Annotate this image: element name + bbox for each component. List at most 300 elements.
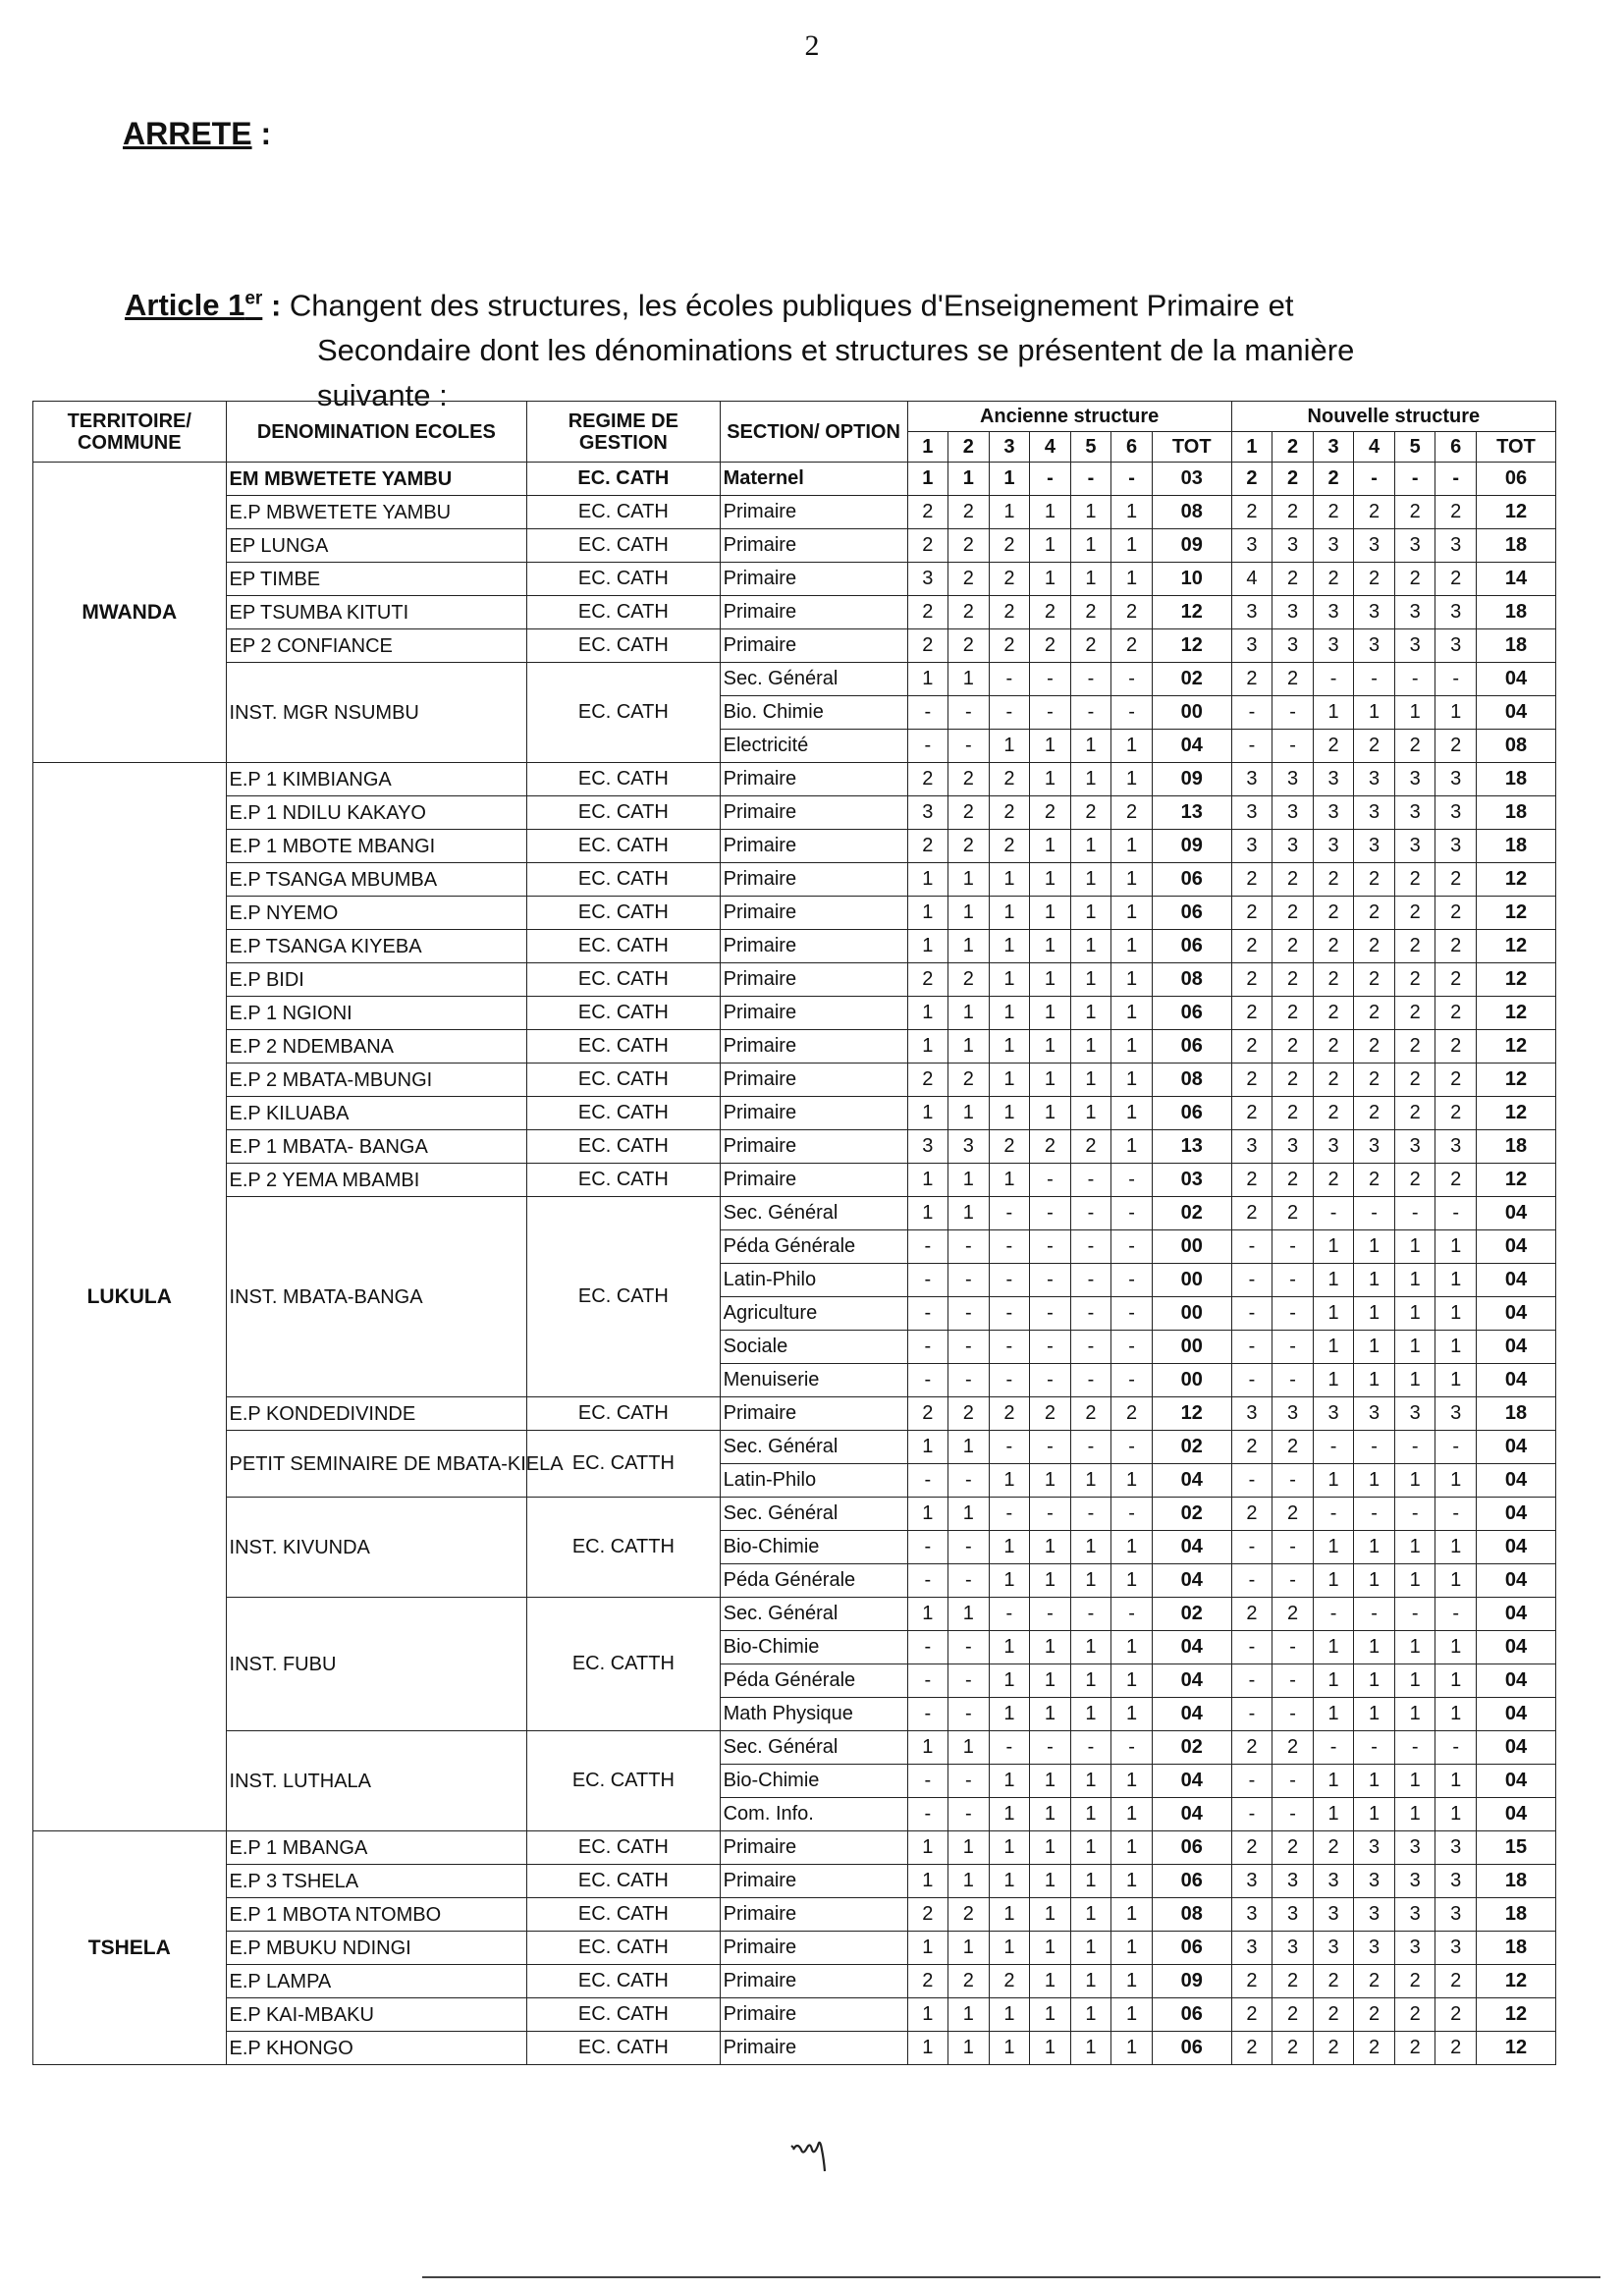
class-old-cell: - xyxy=(1111,463,1153,496)
section-cell: Primaire xyxy=(720,796,907,830)
class-new-cell: 3 xyxy=(1394,1898,1435,1932)
class-old-cell: 1 xyxy=(1111,1564,1153,1598)
class-new-cell: 3 xyxy=(1231,796,1272,830)
class-old-cell: 1 xyxy=(1070,1664,1111,1698)
class-new-cell: 1 xyxy=(1313,1331,1354,1364)
class-old-cell: 1 xyxy=(948,1998,990,2032)
class-new-cell: 2 xyxy=(1313,1965,1354,1998)
class-old-cell: 1 xyxy=(1070,730,1111,763)
class-new-cell: 2 xyxy=(1231,897,1272,930)
class-old-cell: - xyxy=(989,1331,1030,1364)
class-new-cell: - xyxy=(1354,1498,1395,1531)
class-old-cell: - xyxy=(948,1531,990,1564)
table-row xyxy=(33,463,1556,496)
class-new-cell: 2 xyxy=(1231,1731,1272,1765)
subheader-nouvelle-1: 2 xyxy=(1272,432,1314,463)
class-new-cell: 2 xyxy=(1435,1965,1477,1998)
class-new-cell: 2 xyxy=(1435,963,1477,997)
total-old-cell: 12 xyxy=(1152,629,1231,663)
class-old-cell: 1 xyxy=(907,1731,948,1765)
school-name-cell: E.P NYEMO xyxy=(226,897,527,930)
header-ancienne: Ancienne structure xyxy=(907,402,1231,432)
class-old-cell: 1 xyxy=(1030,897,1071,930)
class-old-cell: 1 xyxy=(1030,529,1071,563)
class-new-cell: 3 xyxy=(1394,596,1435,629)
total-old-cell: 04 xyxy=(1152,730,1231,763)
class-old-cell: 1 xyxy=(948,463,990,496)
class-new-cell: 2 xyxy=(1354,1965,1395,1998)
class-new-cell: - xyxy=(1354,663,1395,696)
section-cell: Péda Générale xyxy=(720,1664,907,1698)
class-old-cell: 1 xyxy=(1111,930,1153,963)
class-old-cell: 1 xyxy=(1070,1631,1111,1664)
total-new-cell: 04 xyxy=(1476,1564,1555,1598)
class-old-cell: 3 xyxy=(907,796,948,830)
section-cell: Primaire xyxy=(720,1397,907,1431)
class-old-cell: - xyxy=(1070,463,1111,496)
class-new-cell: - xyxy=(1272,1264,1314,1297)
class-new-cell: 3 xyxy=(1354,1831,1395,1865)
article-line3: suivante : xyxy=(317,378,448,413)
class-new-cell: - xyxy=(1394,1731,1435,1765)
class-new-cell: - xyxy=(1272,1798,1314,1831)
class-new-cell: 2 xyxy=(1313,897,1354,930)
subheader-nouvelle-6: TOT xyxy=(1476,432,1555,463)
class-new-cell: 2 xyxy=(1313,863,1354,897)
class-new-cell: 3 xyxy=(1231,596,1272,629)
regime-cell: EC. CATH xyxy=(527,1097,721,1130)
class-old-cell: 1 xyxy=(989,730,1030,763)
class-old-cell: 2 xyxy=(989,796,1030,830)
regime-cell: EC. CATH xyxy=(527,930,721,963)
article-colon: : xyxy=(270,288,282,323)
regime-cell: EC. CATH xyxy=(527,1898,721,1932)
class-old-cell: - xyxy=(1111,1364,1153,1397)
class-old-cell: 1 xyxy=(1070,1698,1111,1731)
header-section: SECTION/ OPTION xyxy=(720,402,907,463)
school-name-cell: E.P TSANGA MBUMBA xyxy=(226,863,527,897)
class-old-cell: 1 xyxy=(907,663,948,696)
regime-cell: EC. CATH xyxy=(527,763,721,796)
total-old-cell: 02 xyxy=(1152,1498,1231,1531)
regime-cell: EC. CATTH xyxy=(527,1431,721,1498)
class-new-cell: - xyxy=(1231,1631,1272,1664)
class-old-cell: 1 xyxy=(1030,2032,1071,2065)
total-new-cell: 12 xyxy=(1476,1097,1555,1130)
total-new-cell: 04 xyxy=(1476,1464,1555,1498)
class-old-cell: 1 xyxy=(907,1932,948,1965)
class-new-cell: 1 xyxy=(1354,1765,1395,1798)
section-cell: Bio-Chimie xyxy=(720,1531,907,1564)
class-old-cell: 1 xyxy=(989,1831,1030,1865)
class-old-cell: 1 xyxy=(1070,1564,1111,1598)
class-new-cell: - xyxy=(1435,1197,1477,1230)
total-new-cell: 18 xyxy=(1476,796,1555,830)
class-new-cell: 3 xyxy=(1394,1831,1435,1865)
class-new-cell: 2 xyxy=(1394,2032,1435,2065)
class-new-cell: 1 xyxy=(1354,1297,1395,1331)
class-old-cell: 2 xyxy=(989,563,1030,596)
school-name-cell: E.P LAMPA xyxy=(226,1965,527,1998)
total-old-cell: 09 xyxy=(1152,763,1231,796)
total-old-cell: 13 xyxy=(1152,1130,1231,1164)
class-old-cell: 1 xyxy=(907,930,948,963)
subheader-ancienne-3: 4 xyxy=(1030,432,1071,463)
class-new-cell: 2 xyxy=(1394,1998,1435,2032)
regime-cell: EC. CATTH xyxy=(527,1731,721,1831)
total-old-cell: 04 xyxy=(1152,1564,1231,1598)
class-new-cell: 2 xyxy=(1394,897,1435,930)
class-old-cell: 1 xyxy=(907,1431,948,1464)
class-old-cell: 1 xyxy=(1070,1998,1111,2032)
territory-cell: TSHELA xyxy=(33,1831,227,2065)
class-old-cell: 2 xyxy=(907,496,948,529)
class-old-cell: 1 xyxy=(907,1598,948,1631)
table-row xyxy=(33,2032,1556,2065)
section-cell: Péda Générale xyxy=(720,1564,907,1598)
class-old-cell: 2 xyxy=(989,629,1030,663)
class-new-cell: 2 xyxy=(1435,563,1477,596)
class-new-cell: - xyxy=(1435,1598,1477,1631)
regime-cell: EC. CATH xyxy=(527,1197,721,1397)
section-cell: Latin-Philo xyxy=(720,1464,907,1498)
total-old-cell: 09 xyxy=(1152,529,1231,563)
class-old-cell: - xyxy=(948,1798,990,1831)
class-new-cell: 2 xyxy=(1231,1998,1272,2032)
class-new-cell: 3 xyxy=(1354,629,1395,663)
class-old-cell: 3 xyxy=(948,1130,990,1164)
class-old-cell: 2 xyxy=(907,629,948,663)
class-new-cell: - xyxy=(1313,1498,1354,1531)
section-cell: Primaire xyxy=(720,1030,907,1064)
class-old-cell: - xyxy=(1070,663,1111,696)
class-new-cell: 3 xyxy=(1354,1865,1395,1898)
class-old-cell: - xyxy=(1030,1264,1071,1297)
class-new-cell: - xyxy=(1231,1698,1272,1731)
section-cell: Primaire xyxy=(720,563,907,596)
class-old-cell: 1 xyxy=(948,1164,990,1197)
regime-cell: EC. CATH xyxy=(527,529,721,563)
class-new-cell: 2 xyxy=(1272,1498,1314,1531)
class-new-cell: - xyxy=(1231,1464,1272,1498)
class-old-cell: - xyxy=(1030,1230,1071,1264)
class-old-cell: 1 xyxy=(989,1932,1030,1965)
total-old-cell: 06 xyxy=(1152,997,1231,1030)
page-number: 2 xyxy=(804,29,820,62)
class-new-cell: 3 xyxy=(1435,596,1477,629)
class-old-cell: 1 xyxy=(948,2032,990,2065)
table-row xyxy=(33,1164,1556,1197)
class-new-cell: 3 xyxy=(1272,1397,1314,1431)
class-old-cell: 1 xyxy=(1070,1898,1111,1932)
section-cell: Sociale xyxy=(720,1331,907,1364)
class-new-cell: 4 xyxy=(1231,563,1272,596)
class-new-cell: 3 xyxy=(1394,1865,1435,1898)
total-new-cell: 18 xyxy=(1476,830,1555,863)
class-new-cell: 1 xyxy=(1313,1765,1354,1798)
total-new-cell: 04 xyxy=(1476,1531,1555,1564)
class-new-cell: 3 xyxy=(1435,529,1477,563)
class-new-cell: - xyxy=(1394,1498,1435,1531)
class-old-cell: 1 xyxy=(1070,997,1111,1030)
class-old-cell: - xyxy=(907,696,948,730)
class-old-cell: 2 xyxy=(1030,1397,1071,1431)
total-old-cell: 06 xyxy=(1152,2032,1231,2065)
class-new-cell: - xyxy=(1231,1531,1272,1564)
class-old-cell: - xyxy=(989,1498,1030,1531)
class-new-cell: 2 xyxy=(1354,930,1395,963)
class-new-cell: 1 xyxy=(1435,1531,1477,1564)
table-row xyxy=(33,1898,1556,1932)
class-new-cell: 2 xyxy=(1231,1197,1272,1230)
class-old-cell: - xyxy=(1030,1598,1071,1631)
signature-mark xyxy=(785,2116,844,2175)
class-new-cell: - xyxy=(1394,1598,1435,1631)
table-row xyxy=(33,1831,1556,1865)
class-new-cell: 1 xyxy=(1354,1264,1395,1297)
table-row xyxy=(33,1097,1556,1130)
total-old-cell: 06 xyxy=(1152,863,1231,897)
class-new-cell: - xyxy=(1354,1197,1395,1230)
total-new-cell: 04 xyxy=(1476,1230,1555,1264)
table-row xyxy=(33,1030,1556,1064)
total-new-cell: 04 xyxy=(1476,1798,1555,1831)
section-cell: Primaire xyxy=(720,629,907,663)
section-cell: Bio. Chimie xyxy=(720,696,907,730)
subheader-nouvelle-5: 6 xyxy=(1435,432,1477,463)
class-new-cell: 3 xyxy=(1394,796,1435,830)
class-new-cell: - xyxy=(1313,1431,1354,1464)
school-name-cell: INST. KIVUNDA xyxy=(226,1498,527,1598)
class-old-cell: - xyxy=(1030,1731,1071,1765)
class-old-cell: 1 xyxy=(989,1998,1030,2032)
class-old-cell: - xyxy=(1070,1264,1111,1297)
class-new-cell: 1 xyxy=(1354,1531,1395,1564)
class-new-cell: 2 xyxy=(1354,1164,1395,1197)
class-new-cell: 3 xyxy=(1354,1130,1395,1164)
section-cell: Primaire xyxy=(720,1998,907,2032)
class-old-cell: 1 xyxy=(1030,1564,1071,1598)
class-new-cell: 3 xyxy=(1354,529,1395,563)
class-new-cell: 1 xyxy=(1354,1798,1395,1831)
class-old-cell: - xyxy=(907,730,948,763)
class-new-cell: 1 xyxy=(1354,1464,1395,1498)
table-row xyxy=(33,1998,1556,2032)
heading xyxy=(123,116,271,152)
class-old-cell: - xyxy=(907,1297,948,1331)
class-new-cell: 2 xyxy=(1272,1731,1314,1765)
total-new-cell: 06 xyxy=(1476,463,1555,496)
class-old-cell: 2 xyxy=(948,796,990,830)
school-name-cell: EM MBWETETE YAMBU xyxy=(226,463,527,496)
total-old-cell: 06 xyxy=(1152,930,1231,963)
class-old-cell: 1 xyxy=(907,2032,948,2065)
class-new-cell: - xyxy=(1313,1197,1354,1230)
table-row xyxy=(33,596,1556,629)
class-new-cell: 1 xyxy=(1435,1331,1477,1364)
class-new-cell: 2 xyxy=(1272,1030,1314,1064)
subheader-ancienne-4: 5 xyxy=(1070,432,1111,463)
class-new-cell: 2 xyxy=(1272,863,1314,897)
class-new-cell: 1 xyxy=(1435,1631,1477,1664)
class-old-cell: 1 xyxy=(907,897,948,930)
class-old-cell: 1 xyxy=(1070,1865,1111,1898)
total-old-cell: 00 xyxy=(1152,1331,1231,1364)
class-old-cell: - xyxy=(907,1564,948,1598)
class-new-cell: 1 xyxy=(1394,1765,1435,1798)
school-name-cell: E.P 1 MBATA- BANGA xyxy=(226,1130,527,1164)
class-new-cell: 2 xyxy=(1394,930,1435,963)
class-old-cell: 1 xyxy=(1030,1464,1071,1498)
class-new-cell: 2 xyxy=(1231,463,1272,496)
class-old-cell: 2 xyxy=(1070,1130,1111,1164)
total-new-cell: 12 xyxy=(1476,930,1555,963)
class-old-cell: - xyxy=(989,1364,1030,1397)
class-new-cell: - xyxy=(1272,1631,1314,1664)
class-old-cell: - xyxy=(1111,1164,1153,1197)
class-new-cell: 3 xyxy=(1313,629,1354,663)
subheader-ancienne-5: 6 xyxy=(1111,432,1153,463)
class-old-cell: - xyxy=(907,1331,948,1364)
class-new-cell: - xyxy=(1231,1664,1272,1698)
class-new-cell: 2 xyxy=(1435,997,1477,1030)
class-old-cell: - xyxy=(989,1598,1030,1631)
regime-cell: EC. CATH xyxy=(527,897,721,930)
class-new-cell: - xyxy=(1231,1331,1272,1364)
class-old-cell: 1 xyxy=(1030,1865,1071,1898)
header-nouvelle: Nouvelle structure xyxy=(1231,402,1555,432)
subheader-nouvelle-2: 3 xyxy=(1313,432,1354,463)
total-old-cell: 02 xyxy=(1152,1731,1231,1765)
section-cell: Primaire xyxy=(720,1965,907,1998)
class-old-cell: - xyxy=(989,696,1030,730)
class-old-cell: - xyxy=(907,1364,948,1397)
class-old-cell: 1 xyxy=(907,463,948,496)
regime-cell: EC. CATH xyxy=(527,863,721,897)
class-old-cell: 1 xyxy=(1070,1765,1111,1798)
total-new-cell: 12 xyxy=(1476,963,1555,997)
total-old-cell: 06 xyxy=(1152,1030,1231,1064)
class-old-cell: 2 xyxy=(907,1965,948,1998)
class-new-cell: - xyxy=(1435,1731,1477,1765)
class-old-cell: - xyxy=(1111,1197,1153,1230)
total-new-cell: 18 xyxy=(1476,629,1555,663)
class-old-cell: - xyxy=(1030,663,1071,696)
section-cell: Primaire xyxy=(720,1164,907,1197)
class-new-cell: 2 xyxy=(1354,730,1395,763)
class-old-cell: - xyxy=(948,1464,990,1498)
class-new-cell: 1 xyxy=(1394,1664,1435,1698)
class-old-cell: 1 xyxy=(907,1998,948,2032)
class-old-cell: 2 xyxy=(989,1965,1030,1998)
total-new-cell: 12 xyxy=(1476,2032,1555,2065)
class-old-cell: 1 xyxy=(1111,1064,1153,1097)
school-name-cell: E.P KAI-MBAKU xyxy=(226,1998,527,2032)
class-old-cell: 1 xyxy=(1070,496,1111,529)
school-name-cell: E.P 1 MBOTA NTOMBO xyxy=(226,1898,527,1932)
table-row xyxy=(33,1932,1556,1965)
class-new-cell: 1 xyxy=(1354,1364,1395,1397)
regime-cell: EC. CATTH xyxy=(527,1498,721,1598)
class-new-cell: 2 xyxy=(1394,963,1435,997)
class-new-cell: 2 xyxy=(1231,863,1272,897)
class-old-cell: 2 xyxy=(1070,629,1111,663)
class-old-cell: 1 xyxy=(1070,2032,1111,2065)
total-new-cell: 18 xyxy=(1476,1130,1555,1164)
regime-cell: EC. CATH xyxy=(527,563,721,596)
class-old-cell: 1 xyxy=(989,1164,1030,1197)
regime-cell: EC. CATH xyxy=(527,796,721,830)
class-old-cell: 1 xyxy=(907,1498,948,1531)
section-cell: Menuiserie xyxy=(720,1364,907,1397)
total-new-cell: 18 xyxy=(1476,763,1555,796)
class-new-cell: 2 xyxy=(1354,963,1395,997)
class-old-cell: - xyxy=(1111,1431,1153,1464)
class-old-cell: 1 xyxy=(1070,1798,1111,1831)
total-new-cell: 12 xyxy=(1476,1064,1555,1097)
section-cell: Primaire xyxy=(720,496,907,529)
total-old-cell: 08 xyxy=(1152,963,1231,997)
class-new-cell: - xyxy=(1272,696,1314,730)
section-cell: Primaire xyxy=(720,1898,907,1932)
class-old-cell: - xyxy=(989,1197,1030,1230)
class-old-cell: - xyxy=(1070,1230,1111,1264)
class-new-cell: 2 xyxy=(1231,1030,1272,1064)
class-old-cell: 1 xyxy=(1070,1464,1111,1498)
school-name-cell: E.P BIDI xyxy=(226,963,527,997)
class-old-cell: - xyxy=(1030,696,1071,730)
table-row xyxy=(33,897,1556,930)
section-cell: Primaire xyxy=(720,529,907,563)
section-cell: Maternel xyxy=(720,463,907,496)
class-old-cell: 2 xyxy=(1111,1397,1153,1431)
class-new-cell: 3 xyxy=(1394,830,1435,863)
class-old-cell: 1 xyxy=(1111,529,1153,563)
section-cell: Primaire xyxy=(720,1064,907,1097)
class-new-cell: 2 xyxy=(1313,1030,1354,1064)
class-old-cell: 1 xyxy=(1070,830,1111,863)
class-old-cell: 2 xyxy=(948,1397,990,1431)
table-row xyxy=(33,930,1556,963)
class-new-cell: - xyxy=(1231,1765,1272,1798)
class-old-cell: 1 xyxy=(989,1865,1030,1898)
class-old-cell: 1 xyxy=(989,963,1030,997)
class-new-cell: - xyxy=(1354,463,1395,496)
class-old-cell: 1 xyxy=(989,863,1030,897)
school-name-cell: E.P 3 TSHELA xyxy=(226,1865,527,1898)
class-old-cell: 1 xyxy=(948,897,990,930)
article-label-text: Article 1 xyxy=(125,288,245,323)
table-row xyxy=(33,663,1556,696)
total-old-cell: 06 xyxy=(1152,1932,1231,1965)
class-old-cell: 1 xyxy=(948,1598,990,1631)
class-new-cell: - xyxy=(1272,1364,1314,1397)
regime-cell: EC. CATH xyxy=(527,629,721,663)
class-old-cell: 1 xyxy=(948,1431,990,1464)
class-new-cell: 1 xyxy=(1313,1698,1354,1731)
section-cell: Primaire xyxy=(720,763,907,796)
class-old-cell: 1 xyxy=(1111,763,1153,796)
class-new-cell: 2 xyxy=(1435,730,1477,763)
class-new-cell: - xyxy=(1272,1464,1314,1498)
total-new-cell: 18 xyxy=(1476,596,1555,629)
class-new-cell: - xyxy=(1272,730,1314,763)
class-old-cell: 1 xyxy=(989,897,1030,930)
total-new-cell: 04 xyxy=(1476,1598,1555,1631)
class-old-cell: 1 xyxy=(1070,1064,1111,1097)
class-old-cell: 2 xyxy=(1070,796,1111,830)
class-new-cell: 3 xyxy=(1435,1932,1477,1965)
